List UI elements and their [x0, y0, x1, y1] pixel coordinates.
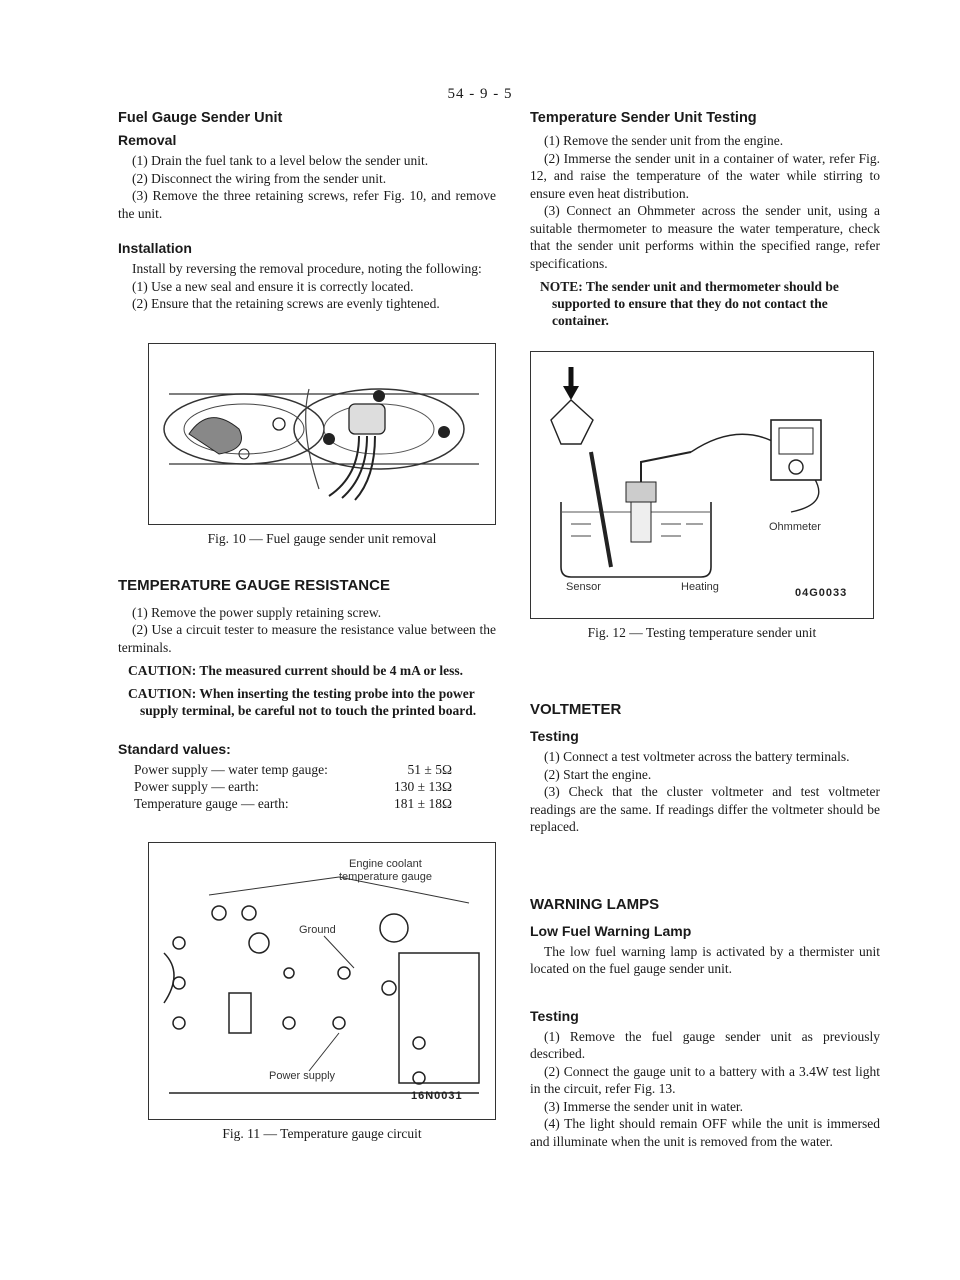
value-label: Power supply — water temp gauge:	[134, 762, 328, 777]
label-engine-coolant: Engine coolant	[349, 858, 422, 870]
low-fuel-text: The low fuel warning lamp is activated by a thermister unit located on the fuel gauge sender unit.	[530, 943, 880, 976]
testing-step: (1) Remove the fuel gauge sender unit as previously described.	[530, 1028, 880, 1061]
value-amount: 130 ± 13Ω	[394, 779, 452, 794]
installation-step: (1) Use a new seal and ensure it is correctly located.	[132, 278, 414, 294]
value-label: Temperature gauge — earth:	[134, 796, 289, 811]
voltmeter-step: (1) Connect a test voltmeter across the battery terminals.	[544, 749, 850, 764]
voltmeter-testing-title: Testing	[530, 728, 579, 744]
value-row	[134, 795, 452, 812]
label-ground: Ground	[299, 924, 336, 936]
fig10-caption: Fig. 10 — Fuel gauge sender unit removal	[207, 530, 437, 546]
page-number: 54 - 9 - 5	[447, 86, 513, 102]
fig12-code: 04G0033	[795, 587, 848, 599]
removal-step: (1) Drain the fuel tank to a level below the sender unit.	[132, 153, 429, 168]
testing-title: Testing	[530, 1007, 579, 1024]
installation-intro: Install by reversing the removal procedure, noting the following:	[132, 261, 482, 276]
testing-step: (3) Immerse the sender unit in water.	[544, 1098, 744, 1114]
standard-values-title: Standard values:	[118, 741, 231, 757]
fig12-caption: Fig. 12 — Testing temperature sender unit	[587, 625, 817, 640]
value-row	[134, 778, 452, 795]
voltmeter-step: (3) Check that the cluster voltmeter and test voltmeter readings are the same. If readings differ the voltmeter should be replaced.	[530, 784, 880, 834]
right-column	[530, 110, 880, 1150]
value-amount: 181 ± 18Ω	[394, 796, 452, 811]
label-sensor: Sensor	[566, 581, 601, 593]
installation-step: (2) Ensure that the retaining screws are evenly tightened.	[132, 296, 440, 311]
resistance-step: (1) Remove the power supply retaining screw.	[132, 604, 382, 620]
fig10-frame	[148, 343, 496, 525]
temp-step: (1) Remove the sender unit from the engine.	[544, 133, 784, 148]
installation-title: Installation	[118, 240, 192, 256]
warning-lamps-title: WARNING LAMPS	[530, 895, 660, 913]
removal-step: (2) Disconnect the wiring from the sender unit.	[132, 170, 387, 186]
temp-sender-title: Temperature Sender Unit Testing	[530, 110, 757, 126]
caution-current: CAUTION: The measured current should be 4 mA or less.	[128, 663, 464, 678]
label-heating: Heating	[681, 581, 719, 593]
label-ohmmeter: Ohmmeter	[769, 521, 821, 533]
fuel-sender-illustration	[149, 344, 495, 524]
temperature-gauge-circuit-illustration	[149, 843, 495, 1119]
label-temperature-gauge: temperature gauge	[339, 871, 432, 883]
voltmeter-step: (2) Start the engine.	[544, 766, 652, 782]
fig11-code: 16N0031	[411, 1090, 463, 1102]
voltmeter-title: VOLTMETER	[530, 701, 622, 718]
value-label: Power supply — earth:	[134, 779, 259, 794]
removal-step: (3) Remove the three retaining screws, refer Fig. 10, and remove the unit.	[118, 188, 496, 221]
resistance-title: TEMPERATURE GAUGE RESISTANCE	[118, 576, 390, 594]
fig11-frame	[148, 842, 496, 1120]
temp-sender-test-illustration	[531, 352, 873, 618]
fig11-caption: Fig. 11 — Temperature gauge circuit	[222, 1126, 422, 1141]
standard-values-table	[134, 761, 496, 812]
fig12-frame	[530, 351, 874, 619]
low-fuel-title: Low Fuel Warning Lamp	[530, 922, 692, 939]
caution-probe: CAUTION: When inserting the testing probe into the power supply terminal, be careful not to touch the printed board.	[128, 686, 477, 718]
fuel-sender-title: Fuel Gauge Sender Unit	[118, 110, 283, 126]
testing-step: (4) The light should remain OFF while the unit is immersed and illuminate when the unit is removed from the water.	[530, 1116, 880, 1149]
label-power-supply: Power supply	[269, 1070, 336, 1082]
value-amount: 51 ± 5Ω	[407, 762, 452, 777]
temp-step: (3) Connect an Ohmmeter across the sender unit, using a suitable thermometer to measure the water temperature, check that the sender unit performs within the specified range, refer specifications.	[530, 203, 880, 271]
temp-note: NOTE: The sender unit and thermometer should be supported to ensure that they do not contact the container.	[540, 279, 839, 328]
removal-title: Removal	[118, 132, 177, 148]
value-row	[134, 761, 452, 778]
testing-step: (2) Connect the gauge unit to a battery with a 3.4W test light in the circuit, refer Fig. 13.	[530, 1063, 880, 1096]
temp-step: (2) Immerse the sender unit in a container of water, refer Fig. 12, and raise the temperature of the water while stirring to ensure even heat distribution.	[530, 150, 880, 201]
resistance-step: (2) Use a circuit tester to measure the resistance value between the terminals.	[118, 622, 496, 655]
left-column	[118, 110, 496, 1142]
